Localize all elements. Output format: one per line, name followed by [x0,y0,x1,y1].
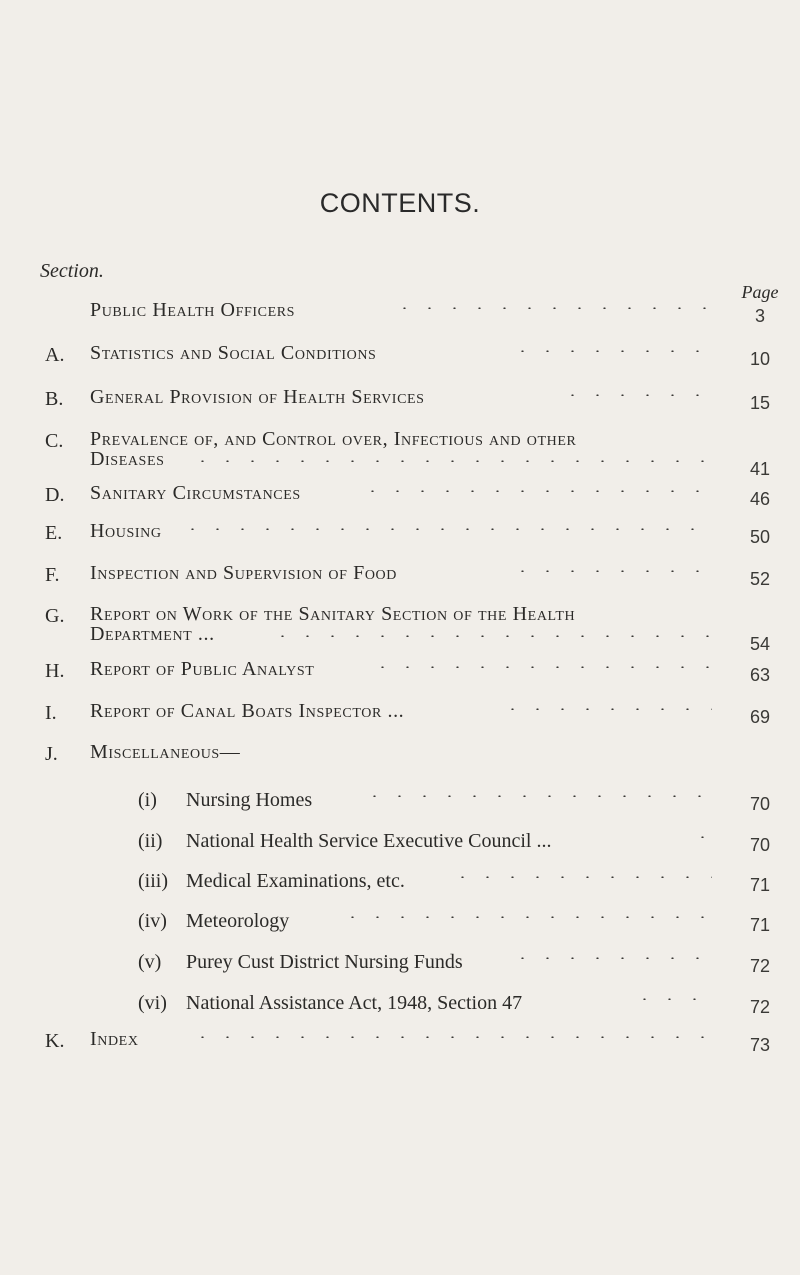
toc-sub-title: National Health Service Executive Council ... [186,830,552,852]
toc-letter: J. [45,743,58,765]
toc-sub-title: National Assistance Act, 1948, Section 47 [186,992,523,1014]
page-column-header: Page [741,282,779,302]
toc-title: Report of Canal Boats Inspector ... [90,700,405,722]
toc-sub-number: (ii) [138,830,163,852]
toc-page-number: 71 [749,915,771,935]
toc-page-number: 70 [749,794,771,814]
toc-title: Housing [90,520,162,542]
toc-title: Inspection and Supervision of Food [90,562,397,584]
toc-title: General Provision of Health Services [90,386,425,408]
leader-dots [560,394,712,396]
toc-title: Report on Work of the Sanitary Section of the Health [90,603,576,625]
toc-page-number: 71 [749,875,771,895]
toc-title: Index [90,1028,139,1050]
toc-page-number: 41 [749,459,771,479]
leader-dots [450,876,712,878]
toc-letter: E. [45,522,63,544]
leader-dots [190,1036,712,1038]
toc-letter: K. [45,1030,65,1052]
toc-letter: G. [45,605,65,627]
toc-page-number: 63 [749,665,771,685]
leader-dots [270,635,712,637]
toc-letter: A. [45,344,65,366]
toc-page-number: 3 [754,306,765,326]
toc-letter: H. [45,660,65,682]
toc-page-number: 46 [749,489,771,509]
leader-dots [510,350,712,352]
leader-dots [370,666,712,668]
leader-dots [500,708,712,710]
leader-dots [690,836,712,838]
toc-letter: F. [45,564,60,586]
leader-dots [180,528,712,530]
toc-letter: C. [45,430,64,452]
page-title: CONTENTS. [319,188,481,218]
toc-page-number: 73 [749,1035,771,1055]
leader-dots [510,570,712,572]
leader-dots [360,490,712,492]
toc-sub-title: Nursing Homes [186,789,313,811]
toc-sub-number: (vi) [138,992,167,1014]
toc-page-number: 50 [749,527,771,547]
toc-page-number: 69 [749,707,771,727]
toc-sub-title: Medical Examinations, etc. [186,870,405,892]
toc-letter: D. [45,484,65,506]
toc-page-number: 70 [749,835,771,855]
toc-page-number: 72 [749,956,771,976]
toc-sub-number: (v) [138,951,162,973]
toc-letter: B. [45,388,64,410]
toc-title: Sanitary Circumstances [90,482,301,504]
toc-sub-title: Purey Cust District Nursing Funds [186,951,463,973]
toc-page-number: 10 [749,349,771,369]
toc-title: Public Health Officers [90,299,296,321]
toc-title: Miscellaneous— [90,741,241,763]
toc-sub-number: (i) [138,789,157,811]
toc-page-number: 72 [749,997,771,1017]
section-column-header: Section. [40,260,104,282]
leader-dots [632,998,712,1000]
toc-title-continued: Diseases [90,448,165,470]
toc-page-number: 54 [749,634,771,654]
leader-dots [510,957,712,959]
toc-sub-title: Meteorology [186,910,290,932]
toc-page-number: 52 [749,569,771,589]
leader-dots [392,307,712,309]
toc-title: Prevalence of, and Control over, Infectious and other [90,428,577,450]
toc-page-number: 15 [749,393,771,413]
leader-dots [190,460,712,462]
toc-letter: I. [45,702,57,724]
leader-dots [362,795,712,797]
toc-title-continued: Department ... [90,623,215,645]
toc-title: Report of Public Analyst [90,658,315,680]
leader-dots [340,916,712,918]
toc-sub-number: (iii) [138,870,168,892]
toc-sub-number: (iv) [138,910,167,932]
toc-title: Statistics and Social Conditions [90,342,377,364]
